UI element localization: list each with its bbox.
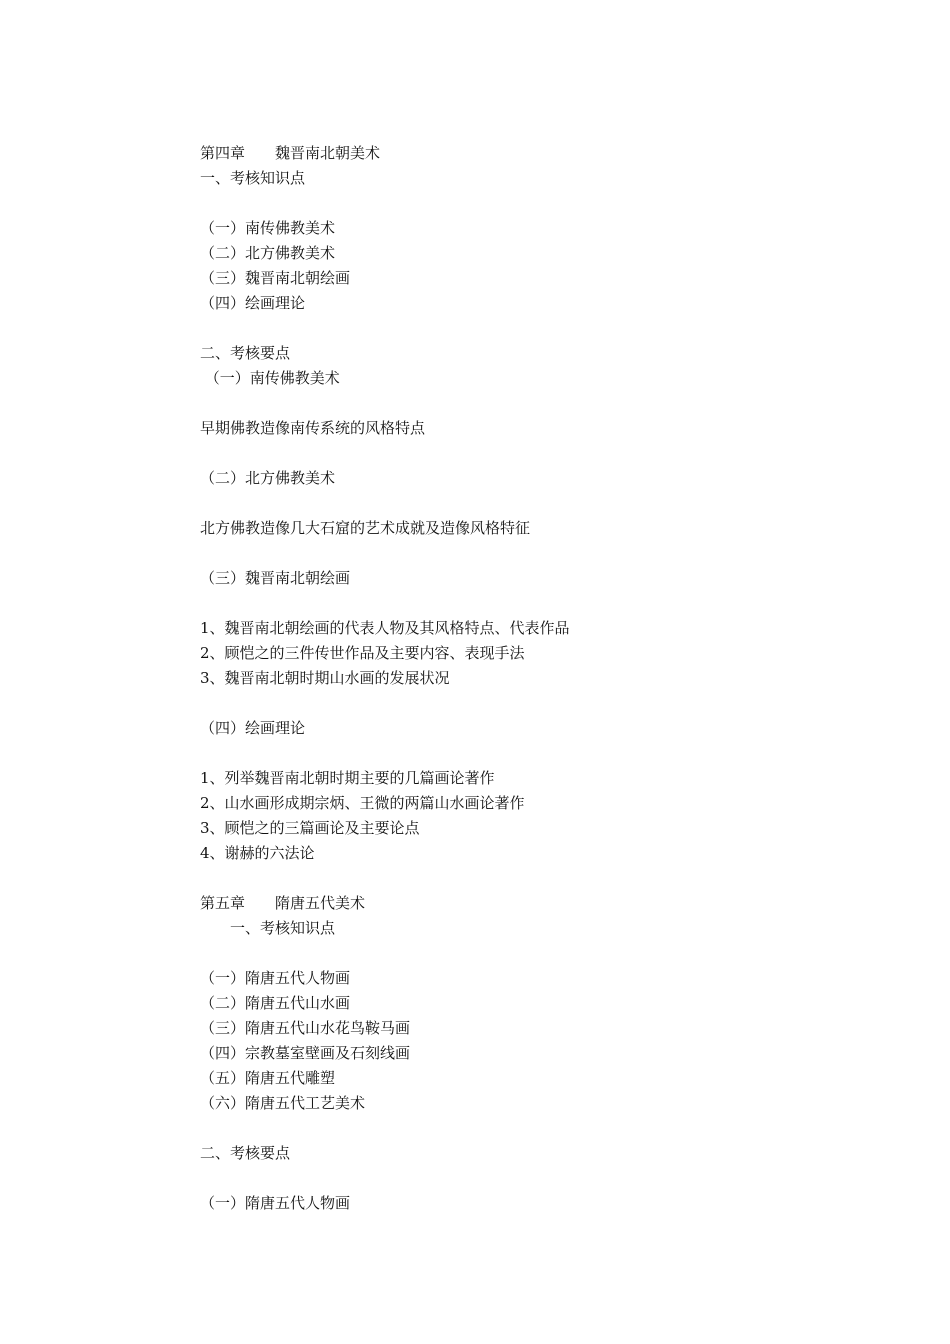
list-item: （四）宗教墓室壁画及石刻线画 [200, 1044, 411, 1062]
blank-line [200, 941, 900, 966]
subsection-heading: （一）隋唐五代人物画 [200, 1194, 351, 1212]
blank-line [200, 441, 900, 466]
list-item: （一）隋唐五代人物画 [200, 969, 351, 987]
paragraph: 北方佛教造像几大石窟的艺术成就及造像风格特征 [200, 519, 531, 537]
blank-line [200, 866, 900, 891]
blank-line [200, 316, 900, 341]
section-heading: 一、考核知识点 [200, 919, 336, 937]
list-item: 1、魏晋南北朝绘画的代表人物及其风格特点、代表作品 [200, 619, 570, 637]
list-item: （六）隋唐五代工艺美术 [200, 1094, 366, 1112]
paragraph: 早期佛教造像南传系统的风格特点 [200, 419, 426, 437]
list-item: （二）隋唐五代山水画 [200, 994, 351, 1012]
blank-line [200, 1116, 900, 1141]
list-item: 3、顾恺之的三篇画论及主要论点 [200, 819, 420, 837]
blank-line [200, 1166, 900, 1191]
document-body [200, 141, 900, 1216]
blank-line [200, 591, 900, 616]
blank-line [200, 491, 900, 516]
chapter-5-title: 第五章 隋唐五代美术 [200, 894, 366, 912]
section-heading: 二、考核要点 [200, 344, 291, 362]
subsection-heading: （四）绘画理论 [200, 719, 306, 737]
blank-line [200, 391, 900, 416]
list-item: 2、顾恺之的三件传世作品及主要内容、表现手法 [200, 644, 525, 662]
list-item: 2、山水画形成期宗炳、王微的两篇山水画论著作 [200, 794, 525, 812]
list-item: 4、谢赫的六法论 [200, 844, 315, 862]
list-item: （二）北方佛教美术 [200, 244, 336, 262]
blank-line [200, 191, 900, 216]
list-item: （三）隋唐五代山水花鸟鞍马画 [200, 1019, 411, 1037]
list-item: （四）绘画理论 [200, 294, 306, 312]
subsection-heading: （一）南传佛教美术 [200, 369, 340, 387]
blank-line [200, 741, 900, 766]
blank-line [200, 541, 900, 566]
chapter-4-title: 第四章 魏晋南北朝美术 [200, 144, 381, 162]
subsection-heading: （二）北方佛教美术 [200, 469, 336, 487]
section-heading: 二、考核要点 [200, 1144, 291, 1162]
list-item: （五）隋唐五代雕塑 [200, 1069, 336, 1087]
subsection-heading: （三）魏晋南北朝绘画 [200, 569, 351, 587]
section-heading: 一、考核知识点 [200, 169, 306, 187]
list-item: 1、列举魏晋南北朝时期主要的几篇画论著作 [200, 769, 495, 787]
list-item: 3、魏晋南北朝时期山水画的发展状况 [200, 669, 450, 687]
blank-line [200, 691, 900, 716]
list-item: （一）南传佛教美术 [200, 219, 336, 237]
list-item: （三）魏晋南北朝绘画 [200, 269, 351, 287]
